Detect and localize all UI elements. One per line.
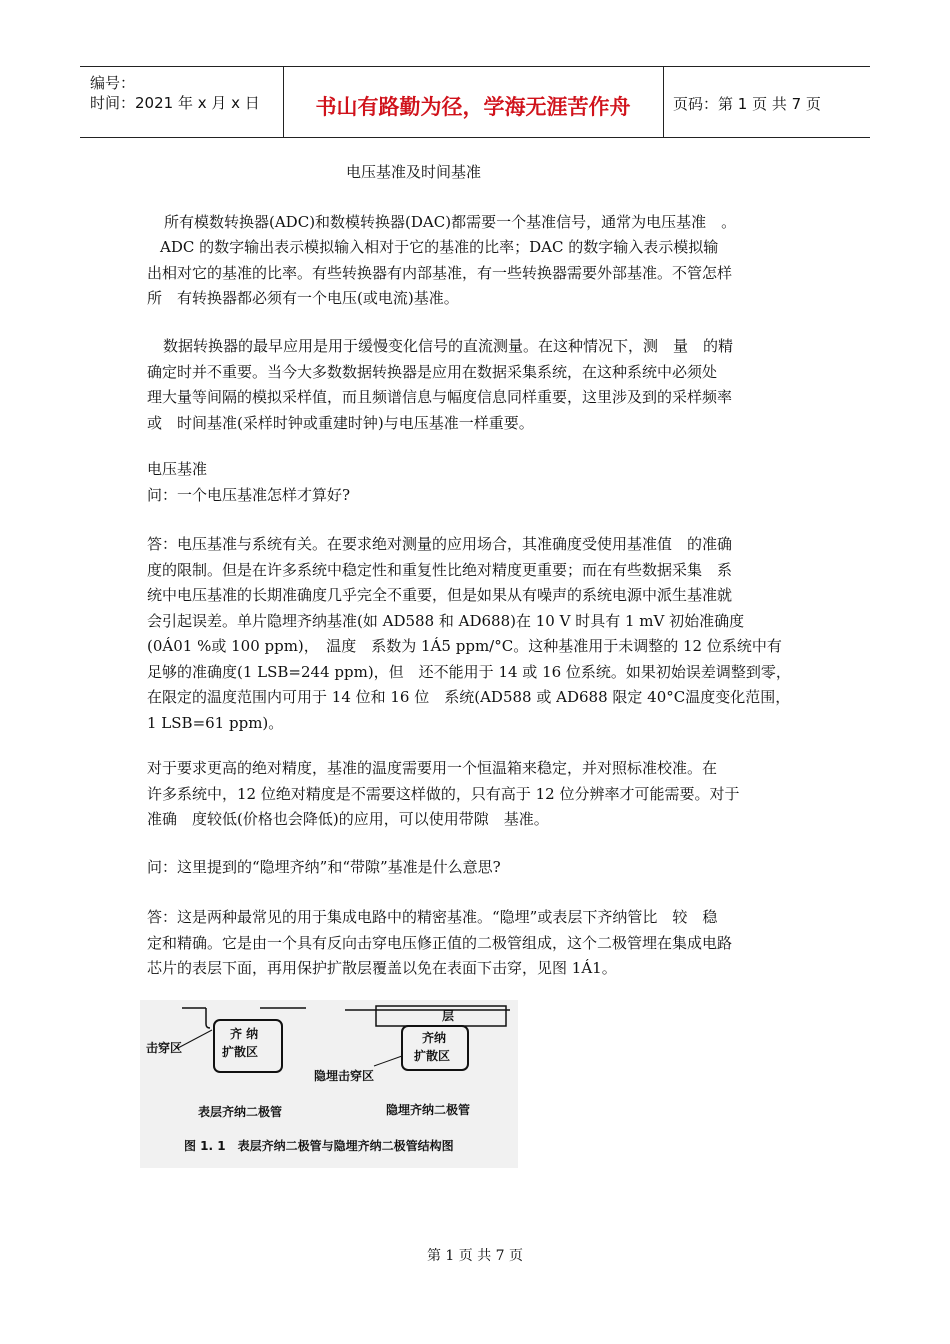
fig-text-right-diffusion-1: 齐纳 [422, 1031, 447, 1045]
text-line: (0Á01 %或 100 ppm)， 温度 系数为 1Á5 ppm/°C。这种基准用于未调整的 12 位系统中有 [147, 637, 782, 655]
breakdown-region-mark [206, 1008, 210, 1028]
figure-drawing [140, 1000, 518, 1168]
fig-text-left-title: 表层齐纳二极管 [198, 1105, 283, 1119]
text-line: 定和精确。它是由一个具有反向击穿电压修正值的二极管组成，这个二极管埋在集成电路 [147, 933, 733, 952]
text-line: 度的限制。但是在许多系统中稳定性和重复性比绝对精度更重要；而在有些数据采集 系 [147, 560, 733, 579]
intro-paragraph-cont [147, 235, 732, 312]
text-line: 出相对它的基准的比率。有些转换器有内部基准，有一些转换器需要外部基准。不管怎样 [147, 263, 733, 282]
text-line: 答：这是两种最常见的用于集成电路中的精密基准。“隐埋”或表层下齐纳管比 较 稳 [147, 908, 718, 926]
fig-text-left-diffusion-2: 扩散区 [222, 1045, 259, 1059]
answer-paragraph [147, 532, 791, 736]
serial-label: 编号： [90, 74, 136, 92]
text-line: 统中电压基准的长期准确度几乎完全不重要，但是如果从有噪声的系统电源中派生基准就 [147, 586, 733, 604]
text-line: 确定时并不重要。当今大多数数据转换器是应用在数据采集系统，在这种系统中必须处 [147, 362, 718, 381]
precision-paragraph [147, 756, 739, 833]
figure-caption: 图 1. 1 表层齐纳二极管与隐埋齐纳二极管结构图 [184, 1139, 454, 1153]
question-text: 问：这里提到的“隐埋齐纳”和“带隙”基准是什么意思? [147, 858, 501, 876]
intro-paragraph [164, 210, 736, 236]
header-motto: 书山有路勤为径，学海无涯苦作舟 [315, 95, 631, 119]
application-paragraph [147, 334, 733, 436]
text-line: 准确 度较低(价格也会降低)的应用，可以使用带隙 基准。 [147, 810, 549, 828]
text-line: ADC 的数字输出表示模拟输入相对于它的基准的比率；DAC 的数字输入表示模拟输 [160, 238, 719, 256]
leader-line [374, 1056, 402, 1066]
fig-text-left-breakdown: 击穿区 [146, 1041, 183, 1055]
fig-text-right-breakdown: 隐埋击穿区 [314, 1069, 375, 1083]
text-line: 1 LSB=61 ppm)。 [147, 713, 284, 732]
header-divider [663, 67, 664, 137]
protective-layer [376, 1006, 506, 1026]
page-footer: 第 1 页 共 7 页 [426, 1248, 524, 1264]
question-text: 问：一个电压基准怎样才算好? [147, 485, 351, 504]
leader-line [178, 1030, 212, 1048]
header-meta [90, 73, 260, 113]
text-line: 或 时间基准(采样时钟或重建时钟)与电压基准一样重要。 [147, 413, 534, 432]
text-line: 对于要求更高的绝对精度，基准的温度需要用一个恒温箱来稳定，并对照标准校准。在 [147, 759, 718, 777]
page-header [80, 66, 870, 138]
text-line: 数据转换器的最早应用是用于缓慢变化信号的直流测量。在这种情况下，测 量 的精 [163, 337, 734, 355]
text-line: 许多系统中，12 位绝对精度是不需要这样做的，只有高于 12 位分辨率才可能需要。对于 [147, 784, 740, 803]
text-line: 所有模数转换器(ADC)和数模转换器(DAC)都需要一个基准信号，通常为电压基准 。 [164, 213, 737, 231]
text-line: 芯片的表层下面，再用保护扩散层覆盖以免在表面下击穿，见图 1Á1。 [147, 959, 617, 977]
fig-text-right-diffusion-2: 扩散区 [414, 1049, 451, 1063]
fig-text-right-title: 隐埋齐纳二极管 [386, 1103, 471, 1117]
zener-structure-figure [140, 1000, 518, 1168]
text-line: 答：电压基准与系统有关。在要求绝对测量的应用场合，其准确度受使用基准值 的准确 [147, 535, 733, 553]
header-page-info: 页码：第 1 页 共 7 页 [673, 95, 821, 113]
text-line: 所 有转换器都必须有一个电压(或电流)基准。 [147, 289, 459, 307]
text-line: 在限定的温度范围内可用于 14 位和 16 位 系统(AD588 或 AD688 限定 40°C温度变化范围， [147, 688, 791, 706]
text-line: 足够的准确度(1 LSB=244 ppm)，但 还不能用于 14 或 16 位系统。如果初始误差调整到零， [147, 662, 791, 681]
date-line: 时间：2021 年 x 月 x 日 [90, 94, 260, 112]
answer-paragraph [147, 905, 732, 982]
fig-text-left-diffusion-1: 齐 纳 [230, 1027, 259, 1041]
text-line: 会引起误差。单片隐埋齐纳基准(如 AD588 和 AD688)在 10 V 时具有 1 mV 初始准确度 [147, 611, 745, 630]
document-title: 电压基准及时间基准 [346, 163, 482, 181]
text-line: 理大量等间隔的模拟采样值，而且频谱信息与幅度信息同样重要，这里涉及到的采样频率 [147, 388, 733, 406]
fig-text-right-layer: 层 [442, 1009, 455, 1023]
section-heading: 电压基准 问：一个电压基准怎样才算好? [147, 457, 350, 508]
